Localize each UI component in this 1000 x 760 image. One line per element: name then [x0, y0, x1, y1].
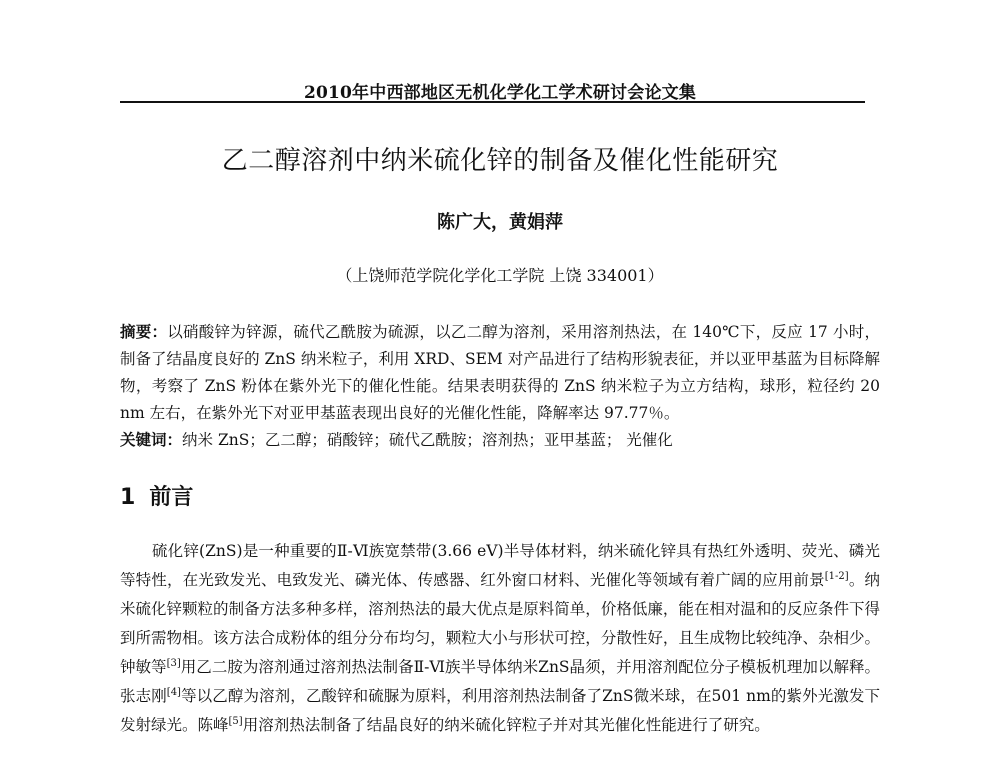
paper-title: 乙二醇溶剂中纳米硫化锌的制备及催化性能研究 — [221, 146, 779, 176]
header-rule — [120, 101, 865, 103]
citation-5: [5] — [228, 715, 243, 727]
section-heading — [120, 480, 193, 511]
keywords — [120, 426, 880, 454]
body-text-3: 用乙二胺为溶剂通过溶剂热法制备Ⅱ-Ⅵ族半导体纳米ZnS晶须，并用溶剂配位分子模板机理加以解释。张志刚 — [120, 658, 880, 705]
abstract-text: 以硝酸锌为锌源，硫代乙酰胺为硫源，以乙二醇为溶剂，采用溶剂热法，在 140℃下，反应 17 小时，制备了结晶度良好的 ZnS 纳米粒子，利用 XRD、SEM 对产品进行了结构形貌表征，并以亚甲基蓝为目标降解物，考察了 ZnS 粉体在紫外光下的催化性能。结果表明获得的 ZnS 纳米粒子为立方结构，球形，粒径约 20 nm 左右，在紫外光下对亚甲基蓝表现出良好的光催化性能，降解率达 97.77％。 — [120, 323, 880, 422]
citation-3: [3] — [166, 657, 181, 669]
body-text-1: 硫化锌(ZnS)是一种重要的Ⅱ-Ⅵ族宽禁带(3.66 eV)半导体材料，纳米硫化锌具有热红外透明、荧光、磷光等特性，在光致发光、电致发光、磷光体、传感器、红外窗口材料、光催化等领域有着广阔的应用前景 — [120, 542, 880, 589]
citation-1-2: [1-2] — [824, 570, 849, 582]
body-paragraph — [120, 537, 880, 740]
proceedings-header: 2010年中西部地区无机化学化工学术研讨会论文集 — [303, 83, 697, 103]
citation-4: [4] — [166, 686, 181, 698]
abstract-label: 摘要： — [120, 322, 168, 341]
authors: 陈广大，黄娟萍 — [437, 212, 563, 233]
section-title: 前言 — [149, 485, 194, 510]
section-number: 1 — [120, 485, 136, 510]
keywords-text: 纳米 ZnS；乙二醇；硝酸锌；硫代乙酰胺；溶剂热；亚甲基蓝； 光催化 — [182, 431, 673, 449]
affiliation: （上饶师范学院化学化工学院 上饶 334001） — [336, 266, 664, 285]
body-text-5: 用溶剂热法制备了结晶良好的纳米硫化锌粒子并对其光催化性能进行了研究。 — [242, 716, 770, 734]
keywords-label: 关键词： — [120, 430, 183, 449]
body-text-4: 等以乙醇为溶剂，乙酸锌和硫脲为原料，利用溶剂热法制备了ZnS微米球，在501 nm的紫外光激发下发射绿光。陈峰 — [120, 687, 880, 734]
body-text-2: 。纳米硫化锌颗粒的制备方法多种多样，溶剂热法的最大优点是原料简单，价格低廉，能在相对温和的反应条件下得到所需物相。该方法合成粉体的组分分布均匀，颗粒大小与形状可控，分散性好，且生成物比较纯净、杂相少。钟敏等 — [120, 571, 880, 676]
abstract — [120, 318, 880, 427]
